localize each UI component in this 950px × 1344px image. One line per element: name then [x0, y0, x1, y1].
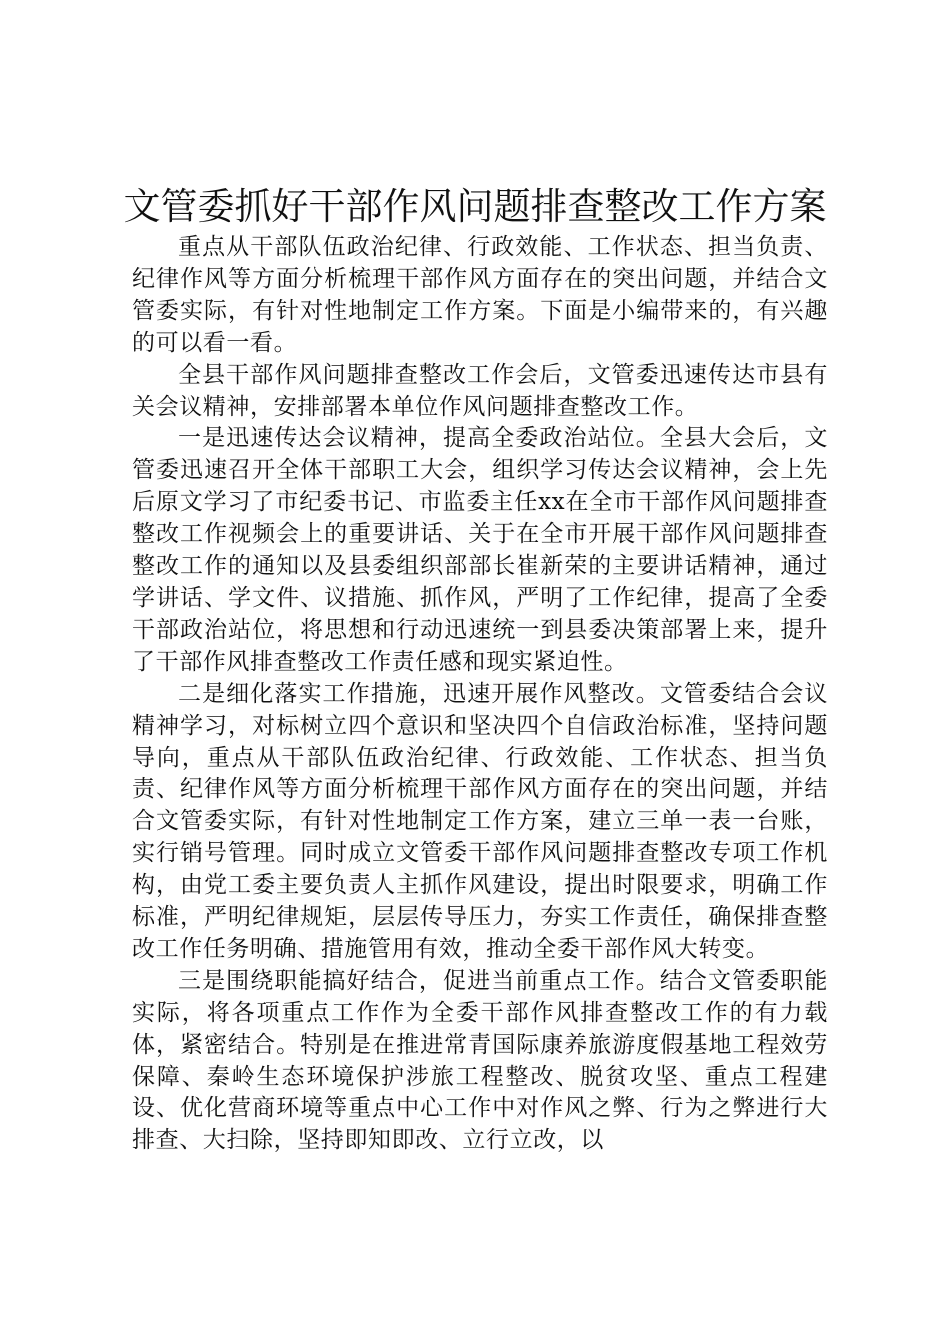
paragraph-overview: 全县干部作风问题排查整改工作会后，文管委迅速传达市县有关会议精神，安排部署本单位作风问题排查整改工作。: [132, 361, 828, 420]
paragraph-intro: 重点从干部队伍政治纪律、行政效能、工作状态、担当负责、纪律作风等方面分析梳理干部作风方面存在的突出问题，并结合文管委实际，有针对性地制定工作方案。下面是小编带来的，有兴趣的可以看一看。: [132, 234, 828, 356]
paragraph-point-three: 三是围绕职能搞好结合，促进当前重点工作。结合文管委职能实际，将各项重点工作作为全委干部作风排查整改工作的有力载体，紧密结合。特别是在推进常青国际康养旅游度假基地工程效劳保障、秦岭生态环境保护涉旅工程整改、脱贫攻坚、重点工程建设、优化营商环境等重点中心工作中对作风之弊、行为之弊进行大排查、大扫除，坚持即知即改、立行立改，以: [132, 967, 828, 1154]
paragraph-point-one: 一是迅速传达会议精神，提高全委政治站位。全县大会后，文管委迅速召开全体干部职工大会，组织学习传达会议精神，会上先后原文学习了市纪委书记、市监委主任xx在全市干部作风问题排查整改工作视频会上的重要讲话、关于在全市开展干部作风问题排查整改工作的通知以及县委组织部部长崔新荣的主要讲话精神，通过学讲话、学文件、议措施、抓作风，严明了工作纪律，提高了全委干部政治站位，将思想和行动迅速统一到县委决策部署上来，提升了干部作风排查整改工作责任感和现实紧迫性。: [132, 425, 828, 675]
paragraph-point-two: 二是细化落实工作措施，迅速开展作风整改。文管委结合会议精神学习，对标树立四个意识和坚决四个自信政治标准，坚持问题导向，重点从干部队伍政治纪律、行政效能、工作状态、担当负责、纪律作风等方面分析梳理干部作风方面存在的突出问题，并结合文管委实际，有针对性地制定工作方案，建立三单一表一台账，实行销号管理。同时成立文管委干部作风问题排查整改专项工作机构，由党工委主要负责人主抓作风建设，提出时限要求，明确工作标准，严明纪律规矩，层层传导压力，夯实工作责任，确保排查整改工作任务明确、措施管用有效，推动全委干部作风大转变。: [132, 680, 828, 962]
document-title: 文管委抓好干部作风问题排查整改工作方案: [123, 185, 827, 228]
document-body: [132, 232, 828, 1157]
